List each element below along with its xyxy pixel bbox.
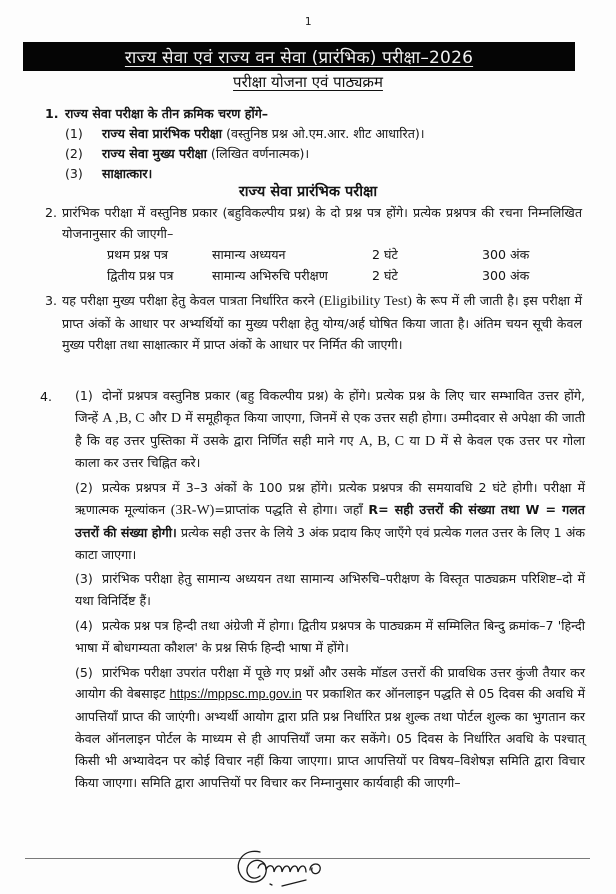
duration-cell: 2 घंटे [372,247,398,262]
item-text: दोनों प्रश्नपत्र वस्तुनिष्ठ प्रकार (बहु विकल्पीय प्रश्न) के होंगे। प्रत्येक प्रश्न के लिए चार सम्भावित उत्तर होंगे, जिन्हें [75,388,585,425]
stage-note: (वस्तुनिष्ठ प्रश्न ओ.एम.आर. शीट आधारित)। [222,126,425,141]
section-3-number: 3. [45,293,58,308]
document-subtitle: परीक्षा योजना एवं पाठ्यक्रम [233,73,383,91]
paper-scheme-table [107,244,547,286]
item-label: (4) [75,617,93,633]
section-4-item-1 [75,385,585,474]
table-row [107,244,547,265]
item-label: (3) [75,571,93,587]
item-text: प्रारंभिक परीक्षा उपरांत परीक्षा में पूछे गए प्रश्नों और उसके मॉडल उत्तरों की प्रावधिक उत्तर कुंजी तैयार कर आयोग की वेबसाइट [75,664,585,702]
section-3-text-b: के रूप में ली जाती है। इस परीक्षा में प्राप्त अंकों के आधार पर अभ्यर्थियों का मुख्य परीक्षा हेतु योग्य/अर्ह घोषित किया जाता है। अंतिम चयन सूची केवल मुख्य परीक्षा तथा साक्षात्कार में प्राप्त अंकों के आधार पर निर्मित की जाएगी। [62,293,582,352]
paper-cell: द्वितीय प्रश्न पत्र [107,268,174,283]
formula: (3R-W) [170,502,215,518]
table-row [107,265,547,286]
section-2-number: 2. [45,205,58,220]
section-4-item-2 [75,477,585,565]
section-4-item-5 [75,662,585,794]
item-text: में से केवल एक उत्तर पर गोला काला कर उत्तर चिह्नित करे। [75,432,585,471]
eligibility-test-term: (Eligibility Test) [319,294,412,309]
stage-note: (लिखित वर्णनात्मक)। [206,146,310,161]
stage-item [45,144,585,164]
item-label: (1) [75,388,93,403]
section-1 [45,104,585,184]
section-4 [75,385,585,796]
section-1-heading: राज्य सेवा परीक्षा के तीन क्रमिक चरण होंगे– [65,106,269,121]
option-letter: D [425,433,436,449]
document-title: राज्य सेवा एवं राज्य वन सेवा (प्रारंभिक) परीक्षा–2026 [124,48,474,68]
stage-title: राज्य सेवा प्रारंभिक परीक्षा [102,126,223,141]
option-letters: A ,B, C [102,410,145,426]
item-label: (2) [75,480,93,496]
item-label: (5) [75,664,93,680]
stage-label: (3) [65,166,83,181]
option-letter: D [170,410,182,426]
item-text: में समूहीकृत किया जाएगा, जिनमें से एक उत्तर सही होगा। उम्मीदवार से अपेक्षा की जाती है कि वह उत्तर पुस्तिका में उसके द्वारा निर्णित सही माने गए [75,409,586,448]
stage-title: राज्य सेवा मुख्य परीक्षा [102,146,207,161]
marks-cell: 300 अंक [482,247,530,262]
duration-cell: 2 घंटे [372,268,398,283]
option-letters: A, B, C [358,433,405,449]
stage-title: साक्षात्कार। [102,166,153,181]
page-number: 1 [304,15,312,28]
subject-cell: सामान्य अध्ययन [212,247,286,262]
signature-icon [230,846,360,890]
marks-cell: 300 अंक [482,268,530,283]
item-text: या [404,432,426,448]
paper-cell: प्रथम प्रश्न पत्र [107,247,168,262]
stage-item [45,124,585,144]
section-2 [45,203,582,244]
title-bar [23,42,575,71]
stage-label: (2) [65,146,83,161]
item-text: पर प्रकाशित कर ऑनलाइन पद्धति से 05 दिवस की अवधि में आपत्तियाँ प्राप्त की जाएंगी। अभ्यर्थी आयोग द्वारा प्रति प्रश्न निर्धारित प्रश्न शुल्क तथा पोर्टल शुल्क का भुगतान कर केवल ऑनलाइन पोर्टल के माध्यम से ही आपत्तियाँ जमा कर सकेंगे। 05 दिवस के निर्धारित अवधि के पश्चात् किसी भी अभ्यावेदन पर कोई विचार नहीं किया जाएगा। प्राप्त आपत्तियों पर विषय–विशेषज्ञ समिति द्वारा विचार किया जाएगा। समिति द्वारा आपत्तियों पर विचार कर निम्नानुसार कार्यवाही की जाएगी– [75,686,585,790]
section-3-text-a: यह परीक्षा मुख्य परीक्षा हेतु केवल पात्रता निर्धारित करने [62,293,320,308]
section-1-number: 1. [45,106,59,121]
subject-cell: सामान्य अभिरुचि परीक्षण [212,268,328,283]
stage-label: (1) [65,126,83,141]
item-text: प्रत्येक सही उत्तर के लिये 3 अंक प्रदाय किए जाएँगे एवं प्रत्येक गलत उत्तर के लिए 1 अंक काटा जाएगा। [75,524,585,562]
section-4-number: 4. [40,389,53,404]
section-3 [45,290,582,356]
section-4-item-3 [75,568,585,612]
item-text: और [144,409,171,425]
section-4-item-4 [75,615,585,659]
item-text: =प्राप्तांक पद्धति से होगा। जहाँ [214,501,369,517]
section-heading-prelims: राज्य सेवा प्रारंभिक परीक्षा [238,184,378,200]
stage-list [45,124,585,184]
item-text: प्रत्येक प्रश्नपत्र में 3–3 अंकों के 100 प्रश्न होंगे। प्रत्येक प्रश्नपत्र की समयावधि 2 घंटे होगी। परीक्षा में ऋणात्मक मूल्यांकन [75,480,585,517]
marking-definition: R= सही उत्तरों की संख्या तथा W = गलत उत्तरों की संख्या होगी। [75,501,585,540]
item-text: प्रारंभिक परीक्षा हेतु सामान्य अध्ययन तथा सामान्य अभिरुचि–परीक्षण के विस्तृत पाठ्यक्रम परिशिष्ट–दो में यथा विनिर्दिष्ट हैं। [75,571,585,609]
item-text: प्रत्येक प्रश्न पत्र हिन्दी तथा अंग्रेजी में होगा। द्वितीय प्रश्नपत्र के पाठ्यक्रम में सम्मिलित बिन्दु क्रमांक–7 'हिन्दी भाषा में बोधगम्यता कौशल' के प्रश्न सिर्फ हिन्दी भाषा में होंगे। [75,617,585,655]
website-link[interactable]: https://mppsc.mp.gov.in [169,687,302,702]
section-2-text: प्रारंभिक परीक्षा में वस्तुनिष्ठ प्रकार (बहुविकल्पीय प्रश्न) के दो प्रश्न पत्र होंगे। प्रत्येक प्रश्नपत्र की रचना निम्नलिखित योजनानुसार की जाएगी– [62,205,582,241]
